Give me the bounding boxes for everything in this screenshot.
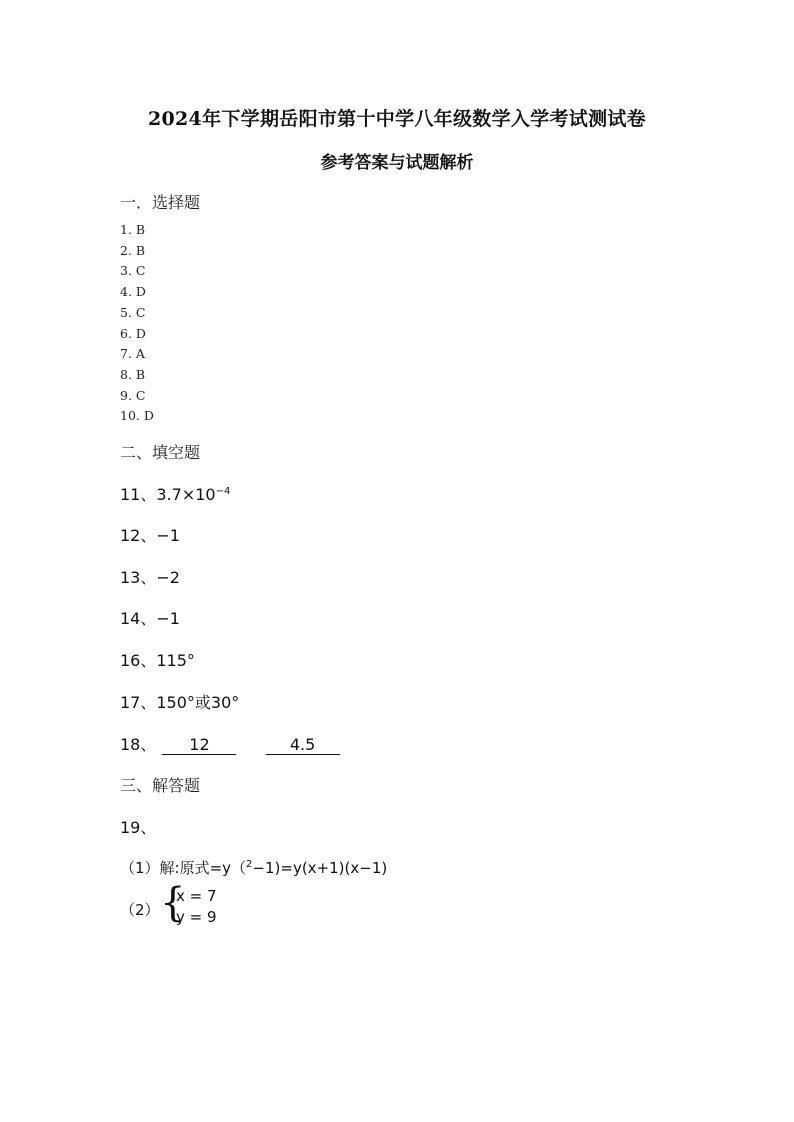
- choice-answer-6: 6. D: [120, 325, 146, 341]
- fill-answer-11-base: 3.7×10: [156, 485, 216, 504]
- section-heading-solution: 三、解答题: [120, 776, 201, 795]
- choice-answer-2: 2. B: [120, 242, 146, 258]
- choice-answer-5: 5. C: [120, 304, 146, 320]
- choice-answer-list: [120, 220, 154, 427]
- choice-answer-9: 9. C: [120, 387, 146, 403]
- solution-19-part-1-text-b: −1)=y(x+1)(x−1): [252, 859, 388, 877]
- solution-19-part-1-text-a: 解:原式=y（: [159, 859, 247, 877]
- choice-answer-7: 7. A: [120, 346, 145, 362]
- solution-19-part-1: [120, 857, 387, 878]
- choice-answer-4: 4. D: [120, 284, 146, 300]
- fill-answer-13: 13、−2: [120, 568, 180, 587]
- fill-answer-16: 16、115°: [120, 651, 195, 670]
- section-heading-choice: 一．选择题: [120, 193, 201, 212]
- fill-answer-18: [120, 732, 340, 755]
- fill-answer-12: 12、−1: [120, 526, 180, 545]
- fill-answer-11: [120, 482, 230, 505]
- system-brace: {: [160, 880, 186, 926]
- fill-answer-11-number: 11、: [120, 485, 157, 504]
- solution-19-part-1-label: （1）: [120, 859, 160, 877]
- solution-19-part-1-superscript: 2: [246, 859, 253, 870]
- fill-answer-11-exponent: −4: [215, 486, 231, 497]
- system-equation-1: x = 7: [176, 887, 217, 905]
- fill-answer-18-blank-2: 4.5: [266, 736, 340, 755]
- fill-answer-18-number: 18、: [120, 735, 157, 754]
- section-heading-fill: 二、填空题: [120, 443, 201, 462]
- page-subtitle: 参考答案与试题解析: [320, 153, 474, 173]
- fill-answer-18-blank-1: 12: [162, 736, 236, 755]
- choice-answer-3: 3. C: [120, 263, 146, 279]
- fill-answer-17: 17、150°或30°: [120, 693, 240, 712]
- solution-19-number: 19、: [120, 818, 157, 837]
- choice-answer-1: 1. B: [120, 222, 146, 237]
- solution-19-part-2-label: （2）: [120, 901, 160, 919]
- choice-answer-8: 8. B: [120, 366, 146, 382]
- page-title: 2024年下学期岳阳市第十中学八年级数学入学考试测试卷: [148, 108, 646, 130]
- fill-answer-14: 14、−1: [120, 609, 180, 628]
- choice-answer-10: 10. D: [120, 408, 154, 424]
- system-equation-2: y = 9: [176, 908, 217, 926]
